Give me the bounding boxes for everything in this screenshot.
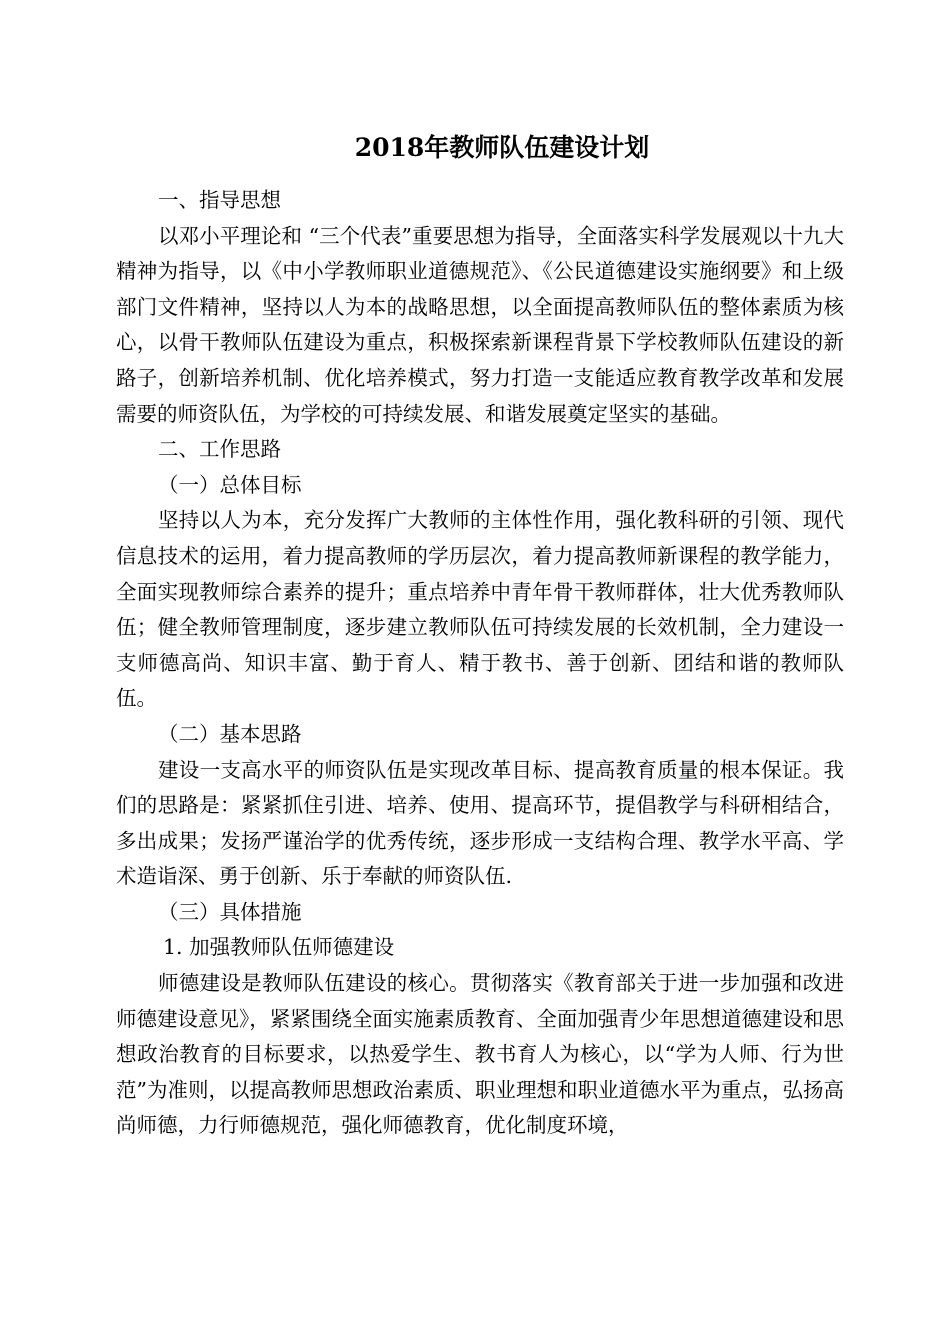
list-item-ethics-building: 1. 加强教师队伍师德建设 <box>163 935 395 960</box>
document-title: 2018年教师队伍建设计划 <box>354 133 650 162</box>
section-heading-work-approach: 二、工作思路 <box>158 437 281 462</box>
paragraph-basic-approach: 建设一支高水平的师资队伍是实现改革目标、提高教育质量的根本保证。我们的思路是：紧紧抓住引进、培养、使用、提高环节，提倡教学与科研相结合，多出成果；发扬严谨治学的优秀传统，逐步形成一支结构合理、教学水平高、学术造诣深、勇于创新、乐于奉献的师资队伍. <box>116 757 844 889</box>
subheading-overall-goal: （一）总体目标 <box>158 472 302 497</box>
subheading-basic-approach: （二）基本思路 <box>158 721 302 746</box>
paragraph-overall-goal: 坚持以人为本，充分发挥广大教师的主体性作用，强化教科研的引领、现代信息技术的运用，着力提高教师的学历层次，着力提高教师新课程的教学能力，全面实现教师综合素养的提升；重点培养中青年骨干教师群体，壮大优秀教师队伍；健全教师管理制度，逐步建立教师队伍可持续发展的长效机制，全力建设一支师德高尚、知识丰富、勤于育人、精于教书、善于创新、团结和谐的教师队伍。 <box>116 508 844 711</box>
document-body <box>116 183 844 1144</box>
paragraph-guiding-ideology: 以邓小平理论和 “三个代表”重要思想为指导，全面落实科学发展观以十九大精神为指导，以《中小学教师职业道德规范》、《公民道德建设实施纲要》和上级部门文件精神，坚持以人为本的战略思想，以全面提高教师队伍的整体素质为核心，以骨干教师队伍建设为重点，积极探索新课程背景下学校教师队伍建设的新路子，创新培养机制、优化培养模式，努力打造一支能适应教育教学改革和发展需要的师资队伍，为学校的可持续发展、和谐发展奠定坚实的基础。 <box>116 223 844 426</box>
section-heading-guiding-ideology: 一、指导思想 <box>158 188 281 212</box>
paragraph-ethics-building: 师德建设是教师队伍建设的核心。贯彻落实《教育部关于进一步加强和改进师德建设意见》，紧紧围绕全面实施素质教育、全面加强青少年思想道德建设和思想政治教育的目标要求，以热爱学生、教书育人为核心，以“学为人师、行为世范”为准则，以提高教师思想政治素质、职业理想和职业道德水平为重点，弘扬高尚师德，力行师德规范，强化师德教育，优化制度环境， <box>116 971 844 1138</box>
subheading-specific-measures: （三）具体措施 <box>158 899 302 924</box>
